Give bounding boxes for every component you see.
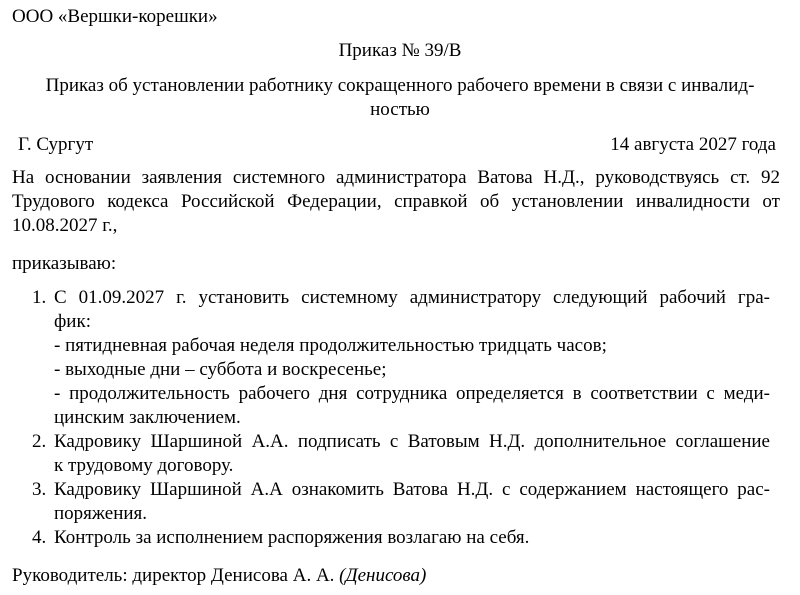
city: Г. Сургут: [18, 134, 94, 155]
orders-word: приказываю:: [12, 253, 117, 274]
sub-item: - выходные дни – суббота и воскресенье;: [54, 359, 387, 380]
list-item: [0, 430, 770, 478]
order-title: [0, 74, 800, 122]
sub-item-line: цинским заключением.: [54, 407, 241, 428]
signature-line: [12, 564, 426, 588]
item-number: 1.: [32, 287, 47, 308]
signatory: Руководитель: директор Денисова А. А.: [12, 565, 335, 586]
order-title-line: ностью: [370, 99, 430, 120]
sub-item-line: - продолжительность рабочего дня сотрудника определяется в соответствии с меди-: [54, 383, 770, 404]
list-item: [0, 286, 770, 334]
order-items-list: [0, 286, 800, 550]
item-line: поряжения.: [54, 503, 148, 524]
basis-line: 10.08.2027 г.,: [12, 215, 118, 236]
organization-name: ООО «Вершки-корешки»: [12, 6, 218, 27]
item-line: Кадровику Шаршиной А.А ознакомить Ватова Н.Д. с содержанием настоящего рас-: [54, 479, 770, 500]
sub-item: [0, 382, 770, 430]
item-number: 3.: [32, 479, 47, 500]
sub-item: - пятидневная рабочая неделя продолжительностью тридцать часов;: [54, 335, 607, 356]
item-line: С 01.09.2027 г. установить системному администратору следующий рабочий гра-: [54, 287, 770, 308]
list-item: [0, 526, 770, 550]
basis-line: На основании заявления системного администратора Ватова Н.Д., руководствуясь ст. 92: [12, 167, 780, 188]
signature: (Денисова): [339, 565, 427, 586]
item-line: фик:: [54, 311, 91, 332]
item-number: 2.: [32, 431, 47, 452]
item-line: Контроль за исполнением распоряжения возлагаю на себя.: [54, 527, 530, 548]
order-title-line: Приказ об установлении работнику сокращенного рабочего времени в связи с инвалид-: [45, 75, 755, 96]
basis-line: Трудового кодекса Российской Федерации, справкой об установлении инвалидности от: [12, 191, 780, 212]
order-number: Приказ № 39/В: [338, 40, 462, 61]
basis-paragraph: [12, 166, 780, 238]
order-date: 14 августа 2027 года: [610, 134, 776, 155]
item-line: к трудовому договору.: [54, 455, 234, 476]
item-number: 4.: [32, 527, 47, 548]
item-line: Кадровику Шаршиной А.А. подписать с Ватовым Н.Д. дополнительное соглашение: [54, 431, 770, 452]
list-item: [0, 478, 770, 526]
